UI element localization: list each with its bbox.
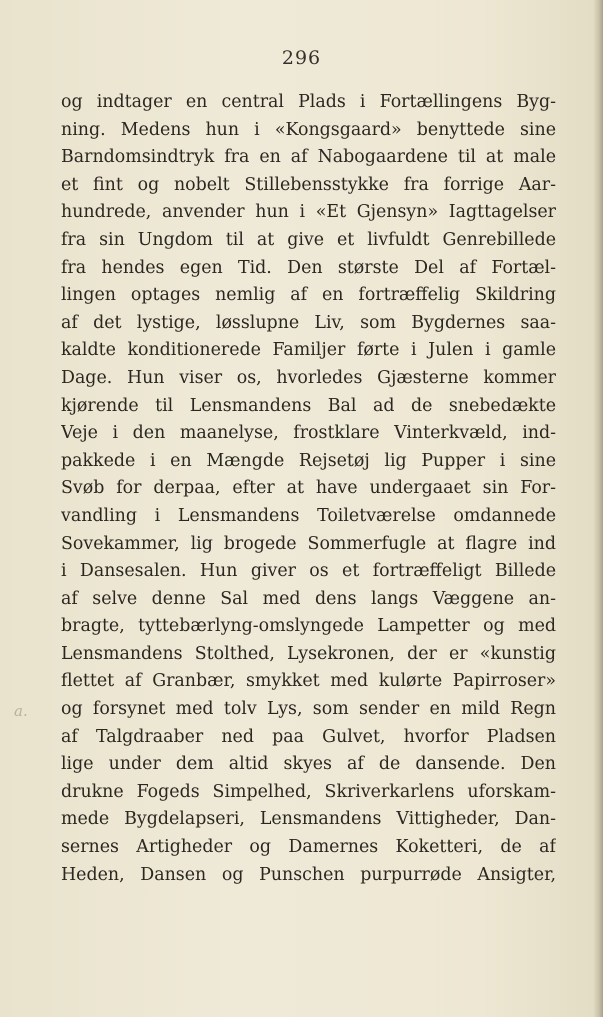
text-line: Lensmandens Stolthed, Lysekronen, der er «kunstig xyxy=(61,643,556,664)
body-text xyxy=(61,89,556,889)
text-line: af det lystige, løsslupne Liv, som Bygdernes saa- xyxy=(61,312,556,333)
text-line: kaldte konditionerede Familjer førte i Julen i gamle xyxy=(61,340,556,361)
text-line: lingen optages nemlig af en fortræffelig Skildring xyxy=(61,285,556,306)
text-line: mede Bygdelapseri, Lensmandens Vittigheder, Dan- xyxy=(61,809,556,830)
text-line: Sovekammer, lig brogede Sommerfugle at flagre ind xyxy=(61,533,556,554)
text-line: af Talgdraaber ned paa Gulvet, hvorfor Pladsen xyxy=(61,726,556,747)
text-line: Dage. Hun viser os, hvorledes Gjæsterne kommer xyxy=(61,367,556,388)
text-line: Barndomsindtryk fra en af Nabogaardene til at male xyxy=(61,147,556,168)
text-line: og indtager en central Plads i Fortællingens Byg- xyxy=(61,92,556,112)
text-line: af selve denne Sal med dens langs Væggene an- xyxy=(61,588,556,609)
text-line: lige under dem altid skyes af de dansende. Den xyxy=(61,754,556,775)
text-line: et fint og nobelt Stillebensstykke fra forrige Aar- xyxy=(61,174,556,195)
page-edge-shadow xyxy=(593,0,603,1017)
text-line: i Dansesalen. Hun giver os et fortræffeligt Billede xyxy=(61,561,556,582)
text-line: pakkede i en Mængde Rejsetøj lig Pupper i sine xyxy=(61,450,556,471)
margin-annotation: a. xyxy=(14,702,28,720)
text-line: vandling i Lensmandens Toiletværelse omdannede xyxy=(61,505,556,526)
text-line: hundrede, anvender hun i «Et Gjensyn» Iagttagelser xyxy=(61,202,556,223)
text-line: fra hendes egen Tid. Den største Del af Fortæl- xyxy=(61,257,556,278)
text-line: og forsynet med tolv Lys, som sender en mild Regn xyxy=(61,699,556,720)
page-number: 296 xyxy=(281,47,322,69)
text-line: sernes Artigheder og Damernes Koketteri, de af xyxy=(61,837,556,858)
text-line: flettet af Granbær, smykket med kulørte Papirroser» xyxy=(61,671,556,692)
text-line: bragte, tyttebærlyng-omslyngede Lampetter og med xyxy=(61,616,556,637)
text-line: kjørende til Lensmandens Bal ad de snebedækte xyxy=(61,395,556,416)
text-line: Veje i den maanelyse, frostklare Vinterkvæld, ind- xyxy=(61,423,556,444)
text-line: Svøb for derpaa, efter at have undergaaet sin For- xyxy=(61,478,556,499)
text-line: ning. Medens hun i «Kongsgaard» benyttede sine xyxy=(61,119,556,140)
text-line: fra sin Ungdom til at give et livfuldt Genrebillede xyxy=(61,229,556,250)
text-line: drukne Fogeds Simpelhed, Skriverkarlens uforskam- xyxy=(61,781,556,802)
text-line: Heden, Dansen og Punschen purpurrøde Ansigter, xyxy=(61,864,556,885)
